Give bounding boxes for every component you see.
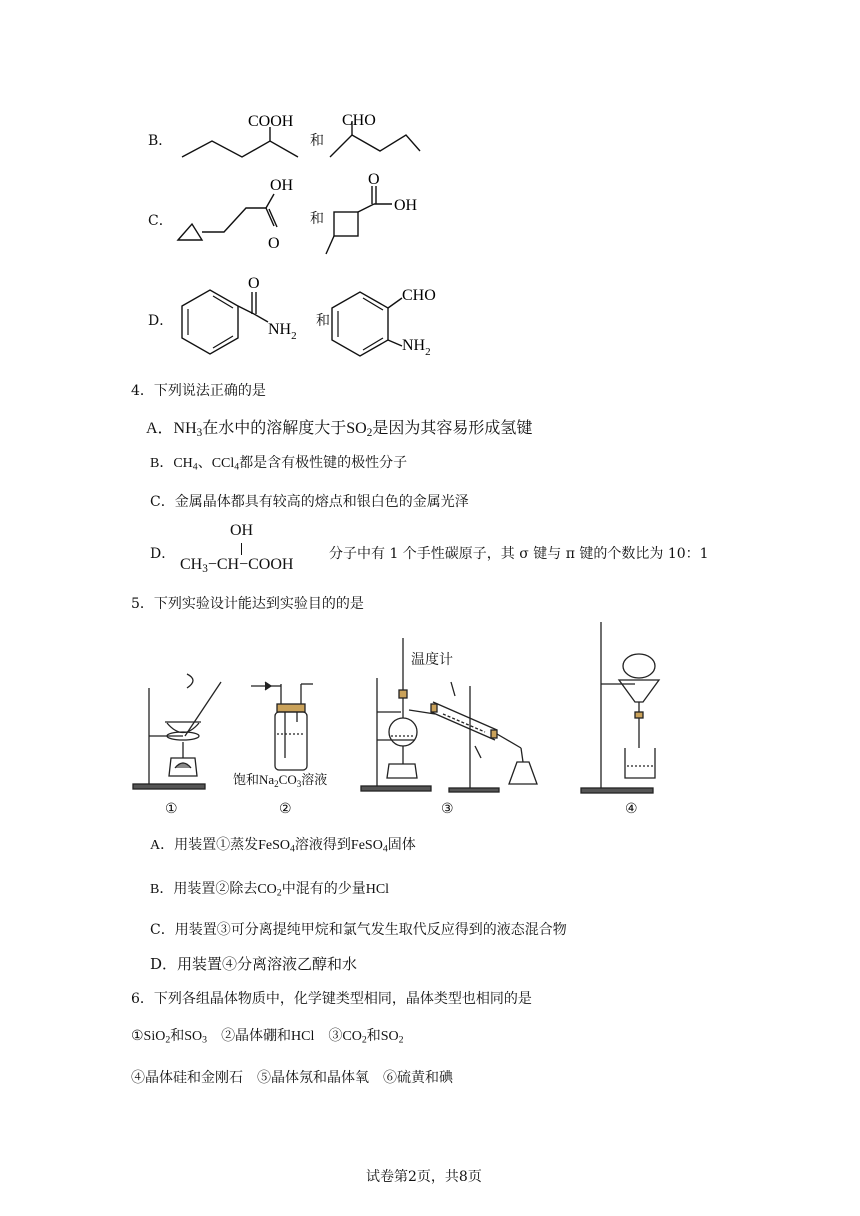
apparatus-2-number: ② xyxy=(279,802,292,817)
q4-option-d-text: 分子中有 1 个手性碳原子，其 σ 键与 π 键的个数比为 10：1 xyxy=(329,546,709,562)
q3-option-b-and: 和 xyxy=(310,133,324,149)
q3-option-c-and: 和 xyxy=(310,211,324,227)
q4-stem: 4．下列说法正确的是 xyxy=(131,383,266,399)
apparatus-4-number: ④ xyxy=(625,802,638,817)
thermometer-label: 温度计 xyxy=(411,653,453,668)
q3b-cooh-text: COOH xyxy=(248,113,294,130)
q6-line1: ①SiO$_2$和$SO_3$ ②晶体硼和HCl $③CO_2$和$SO_2$ xyxy=(131,1029,404,1046)
q3-option-d-and: 和 xyxy=(316,313,330,329)
q3d-o-text: O xyxy=(248,275,260,292)
q5-option-c: C．用装置③可分离提纯甲烷和氯气发生取代反应得到的液态混合物 xyxy=(150,922,567,938)
q5-option-b: B．用装置②除去$CO_2$中混有的少量HCl xyxy=(150,882,390,899)
q3c-o2-text: O xyxy=(368,172,380,188)
q3d-cho-text: CHO xyxy=(402,287,436,304)
q3d-nh2a-text: $NH_2$ xyxy=(268,321,297,342)
q6-stem: 6．下列各组晶体物质中，化学键类型相同，晶体类型也相同的是 xyxy=(131,991,532,1007)
page-footer: 试卷第2页，共8页 xyxy=(366,1169,482,1185)
reagent-label: 饱和$Na_2CO_3$溶液 xyxy=(233,772,328,789)
q4-option-b: B．$CH_4$、CCl$_4$都是含有极性键的极性分子 xyxy=(150,456,408,473)
q3-option-c-structures xyxy=(170,172,440,262)
q4-d-bond xyxy=(241,543,242,555)
q3c-o1-text: O xyxy=(268,235,280,252)
q3-option-c-label: C． xyxy=(148,213,173,229)
q3b-cho-text: CHO xyxy=(342,112,376,129)
q5-option-d: D．用装置④分离溶液乙醇和水 xyxy=(150,955,358,973)
q4-option-c: C．金属晶体都具有较高的熔点和银白色的金属光泽 xyxy=(150,494,469,510)
apparatus-3-number: ③ xyxy=(441,802,454,817)
q5-stem: 5．下列实验设计能达到实验目的的是 xyxy=(131,596,364,612)
q6-line2: ④晶体硅和金刚石 ⑤晶体氖和晶体氧 ⑥硫黄和碘 xyxy=(131,1070,453,1086)
q3c-oh1-text: OH xyxy=(270,177,294,194)
q4-d-oh: OH xyxy=(230,522,254,539)
q3-option-b-label: B． xyxy=(148,133,173,149)
q3d-nh2b-text: $NH_2$ xyxy=(402,337,431,358)
q3-option-d-structures xyxy=(170,268,450,360)
q4-d-formula: $CH_3-CH-COOH$ xyxy=(180,556,294,575)
q3c-oh2-text: OH xyxy=(394,197,418,214)
q3-option-d-label: D． xyxy=(148,313,174,329)
q4-option-a: A．$NH_3$在水中的溶解度大于$SO_2$是因为其容易形成氢键 xyxy=(146,420,533,439)
apparatus-1-number: ① xyxy=(165,802,178,817)
q5-option-a: A．用装置①蒸发FeSO$_4$溶液得到FeSO$_4$固体 xyxy=(150,838,416,855)
q5-apparatus-figure xyxy=(125,618,685,823)
q4-option-d-label: D． xyxy=(150,546,176,562)
